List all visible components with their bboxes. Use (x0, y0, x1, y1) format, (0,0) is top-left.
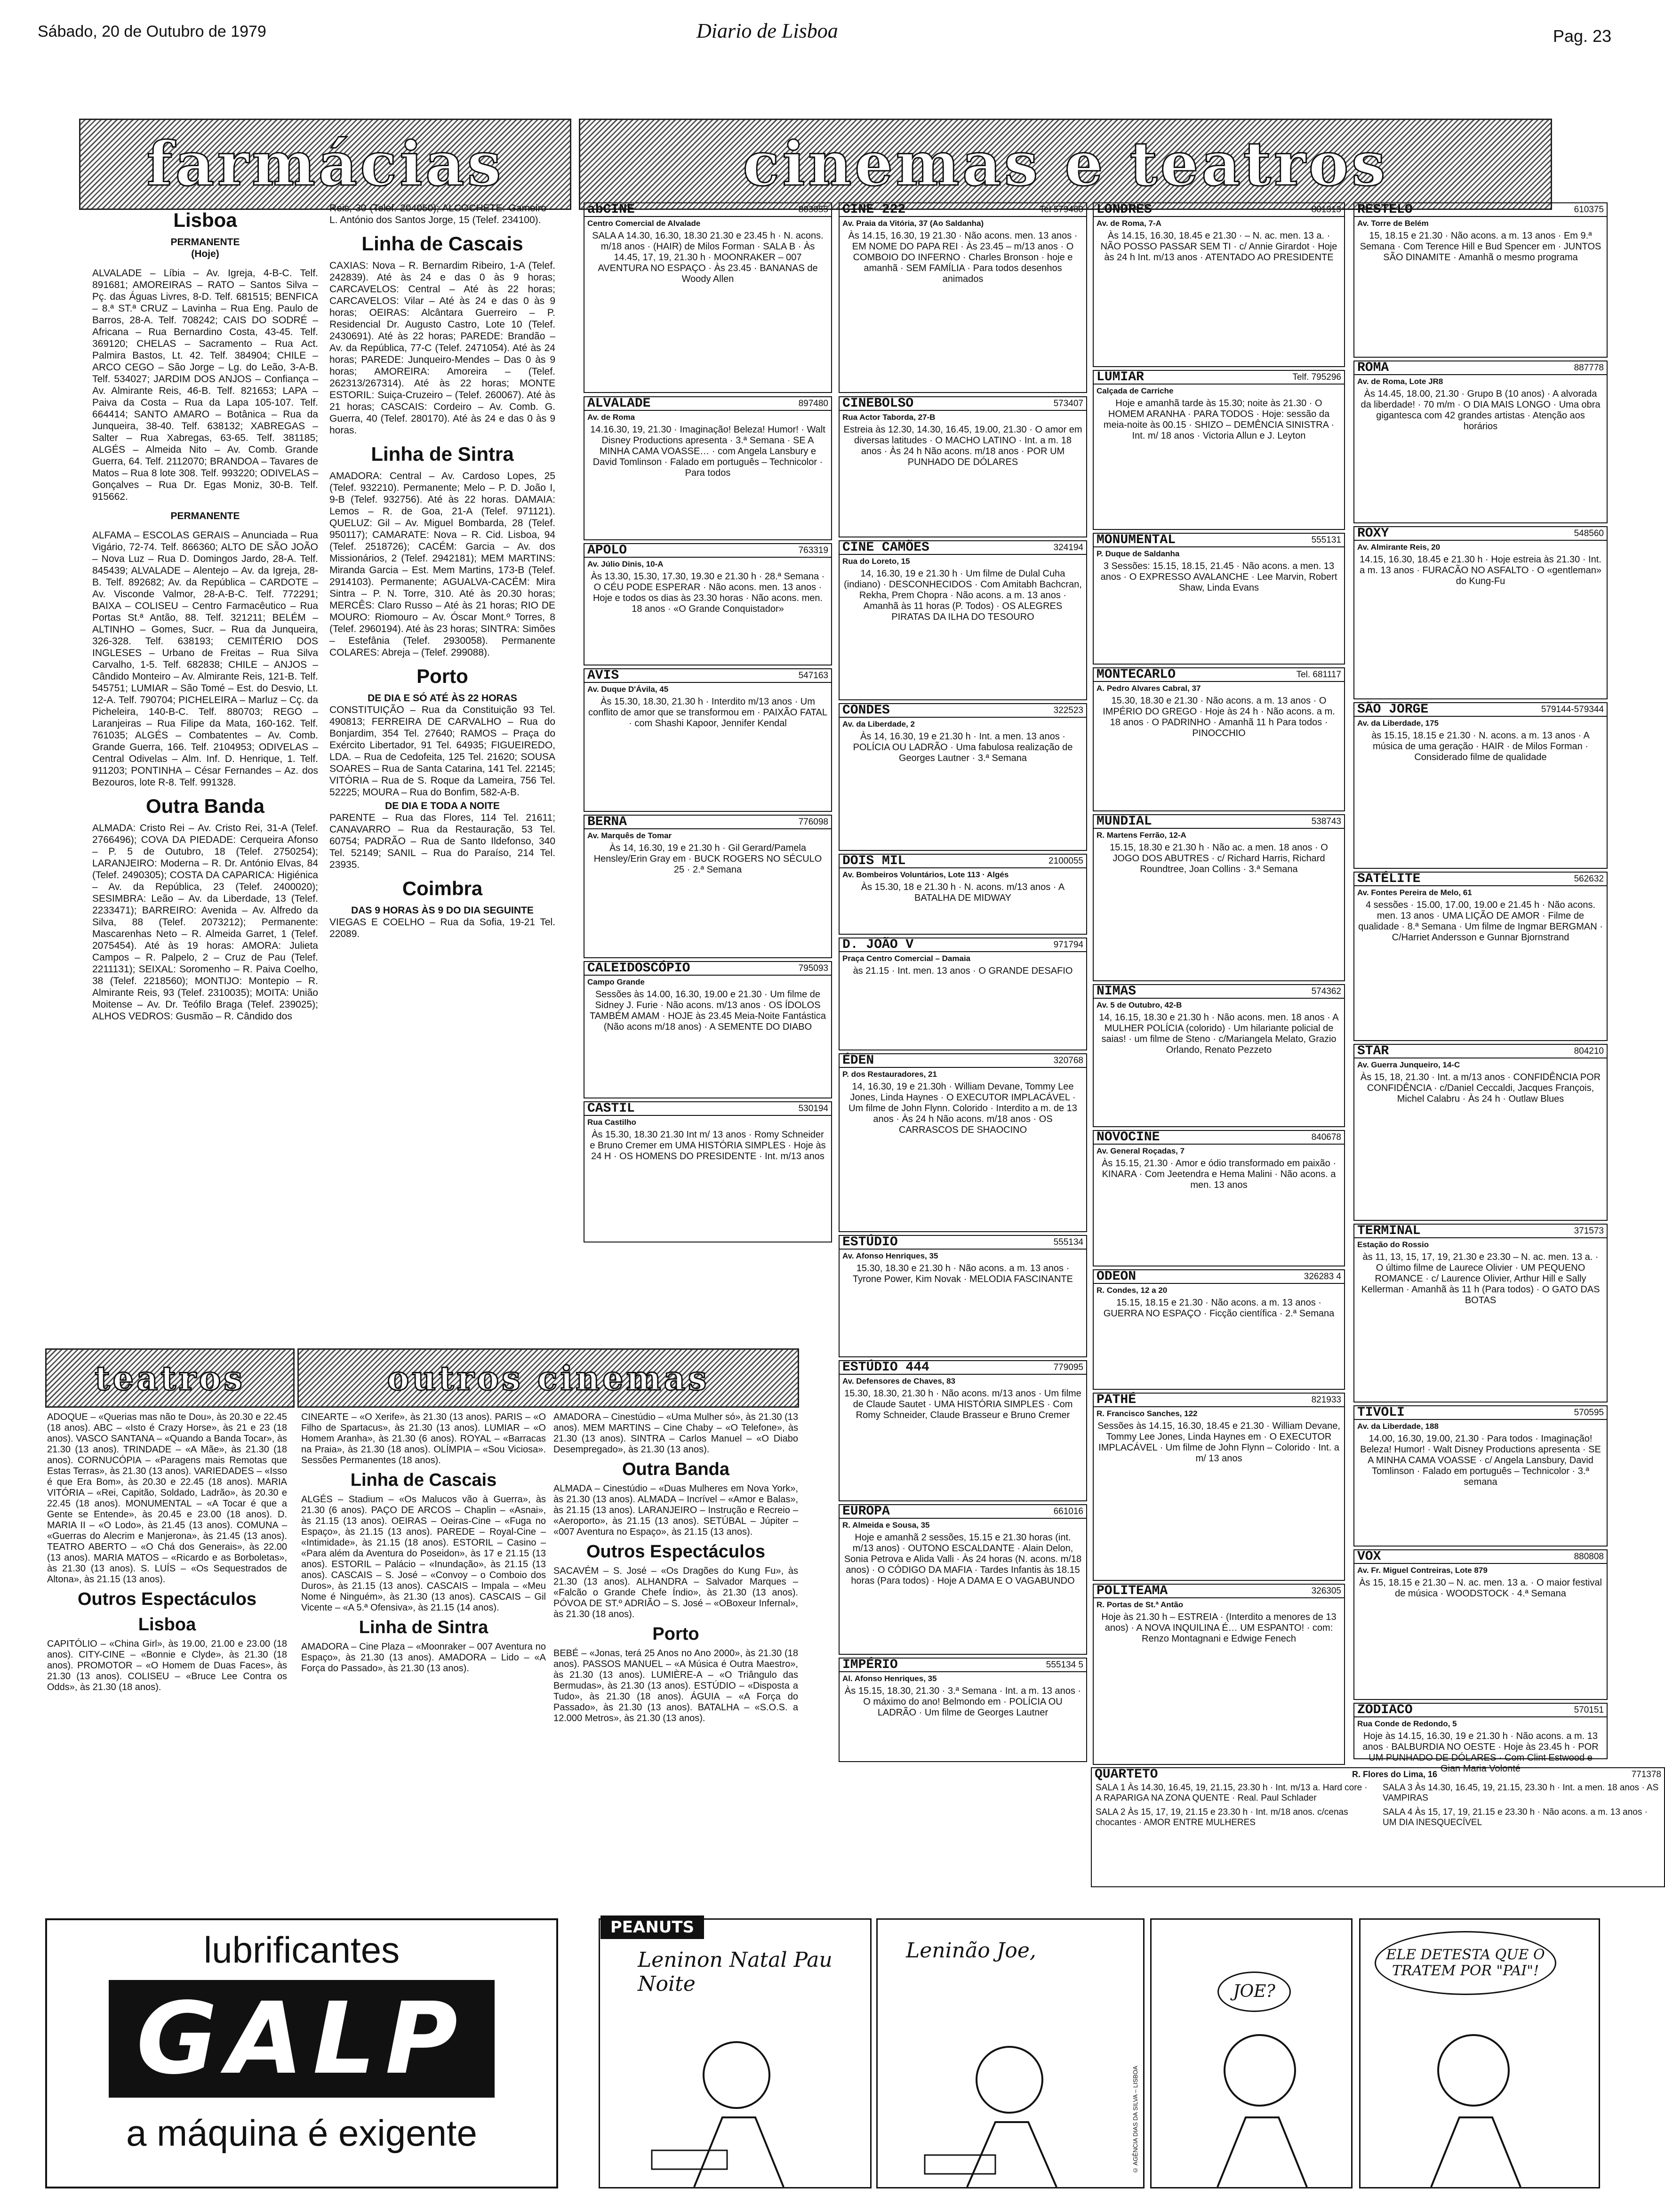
cinema-program: 14, 16.30, 19 e 21.30 h · Um filme de Dulal Cuha (indiano) · DESCONHECIDOS · Com Amitabh Bachcran, Rekha, Prem Chopra · Não acons. a m. 13 anos · Amanhã às 11 horas (P. Todos) · OS ALEGRES PIRATAS DA ILHA DO TESOURO (844, 569, 1082, 622)
cinema-program: 15.30, 18.30 e 21.30 · Não acons. a m. 13 anos · O IMPÉRIO DO GREGO · Hoje às 24 h · Não acons. a m. 18 anos · O PADRINHO · Amanhã 11 h Para todos · PINOCCHIO (1103, 696, 1335, 738)
cinema-name: EUROPA (842, 1504, 890, 1519)
cinema-program: Sessões às 14.15, 16.30, 18.45 e 21.30 · William Devane, Tommy Lee Jones, Linda Haynes em · O EXECUTOR IMPLACÁVEL · Um filme de John Flynn – Colorido · Int. a m/ 13 anos (1097, 1421, 1340, 1464)
cinema-name: CASTIL (587, 1101, 635, 1116)
cinema-box (1093, 1269, 1345, 1390)
cinema-address: Av. Bombeiros Voluntários, Lote 113 · Algés (842, 870, 1009, 879)
cinema-address: Av. Praia da Vitória, 37 (Ao Saldanha) (842, 219, 984, 228)
cinema-name: AVIS (587, 668, 619, 683)
cinema-address: Av. Duque D'Ávila, 45 (587, 685, 669, 694)
cinema-address: Av. Torre de Belém (1357, 219, 1429, 228)
cinema-box (839, 1360, 1087, 1501)
cinema-program: Às 14.15, 16.30, 18.45 e 21.30 · – N. ac. men. 13 a. · NÃO POSSO PASSAR SEM TI · c/ Annie Girardot · Hoje às 24 h Int. m/13 anos · ATENTADO AO PRESIDENTE (1100, 231, 1337, 263)
cinema-program: 3 Sessões: 15.15, 18.15, 21.45 · Não acons. a men. 13 anos · O EXPRESSO AVALANCHE · Lee Marvin, Robert Shaw, Linda Evans (1100, 561, 1337, 593)
cinema-name: STAR (1357, 1044, 1389, 1058)
cinema-name: PATHÉ (1097, 1393, 1137, 1407)
cinema-phone: Tel. 681117 (1296, 670, 1341, 680)
cinema-name: LUMIAR (1097, 370, 1144, 385)
cinema-address: Av. General Roçadas, 7 (1097, 1146, 1185, 1155)
cinema-program: Hoje e amanhã 2 sessões, 15.15 e 21.30 horas (int. m/13 anos) · OUTONO ESCALDANTE · Alain Delon, Sonia Petrova e Alida Valli · Às 24 horas (N. acons. m/18 anos) · O CÓDIGO DA MAFIA · Tardes Infantis às 18.15 horas (Para todos) · Hoje A DAMA E O VAGABUNDO (844, 1532, 1082, 1586)
cinema-address: R. Francisco Sanches, 122 (1097, 1409, 1198, 1418)
cinema-address: Av. Marquês de Tomar (587, 831, 672, 840)
comic-credit: © AGÊNCIA DIAS DA SILVA – LISBOA (1132, 2066, 1139, 2174)
cinema-address: Rua do Loreto, 15 (842, 557, 910, 566)
cinema-box (839, 1658, 1087, 1762)
cinema-phone: 530194 (798, 1104, 828, 1114)
cinema-name: CINE CAMÕES (842, 540, 929, 555)
cinema-address: A. Pedro Alvares Cabral, 37 (1097, 684, 1201, 693)
cinema-box-quarteto: QUARTETO R. Flores do Lima, 16 771378 SALA 1 Às 14.30, 16.45, 19, 21.15, 23.30 h · Int. m/13 a. Hard core · A RAPARIGA NA ZONA QUENTE · Real. Paul Schlader SALA 2 Às 15, 17, 19, 21.15 e 23.30 h · Int. m/18 anos. c/cenas chocantes · AMOR ENTRE MULHERES SALA 3 Às 14.30, 16.45, 19, 21.15, 23.30 h · Int. a men. 18 anos · AS VAMPIRAS SALA 4 Às 15, 17, 19, 21.15 e 23.30 h · Não acons. a m. 13 anos · UM DIA INESQUECÍVEL (1091, 1767, 1665, 1887)
comic-drawing-4-icon (1361, 1920, 1599, 2187)
cinema-program: 15, 18.15 e 21.30 · Não acons. a m. 13 anos · Em 9.ª Semana · Com Terence Hill e Bud Spencer em · JUNTOS SÃO DINAMITE · Amanhã o mesmo programa (1360, 231, 1601, 263)
cinema-address: R. Almeida e Sousa, 35 (842, 1521, 930, 1530)
cinema-name: NIMAS (1097, 984, 1137, 999)
cinema-program: 14, 16.30, 19 e 21.30h · William Devane, Tommy Lee Jones, Linda Haynes · O EXECUTOR IMPLACÁVEL · Um filme de John Flynn. Colorido · Interdito a m. de 13 anos · Às 24 h Não acons. m/18 anos · OS CARRASCOS DE SHAOCINO (849, 1082, 1077, 1135)
cinema-name: CONDES (842, 703, 890, 718)
cinema-name: BERNA (587, 815, 627, 829)
cinema-phone: 324194 (1053, 543, 1083, 553)
cinema-phone: 555134 (1053, 1237, 1083, 1247)
cinema-name: TIVOLI (1357, 1405, 1405, 1420)
cinema-address: Av. Fontes Pereira de Melo, 61 (1357, 888, 1472, 897)
cinema-program: às 11, 13, 15, 17, 19, 21.30 e 23.30 – N. ac. men. 13 a. · O último filme de Laurece Olivier · UM PEQUENO ROMANCE · c/ Laurence Olivier, Arthur Hill e Sally Kellerman · Amanhã às 11 h (Para todos) · O GATO DAS BOTAS (1361, 1252, 1600, 1306)
cinema-program: Hoje às 21.30 h – ESTREIA · (Interdito a menores de 13 anos) · A NOVA INQUILINA É… UM ESPANTO! · com: Renzo Montagnani e Edwige Fenech (1101, 1612, 1337, 1644)
cinema-name: ÉDEN (842, 1053, 874, 1068)
cinema-phone: 840678 (1311, 1132, 1341, 1142)
cinema-address: Estação do Rossio (1357, 1240, 1429, 1249)
cinema-box (1353, 1044, 1608, 1221)
cinema-address: Campo Grande (587, 978, 645, 986)
cinema-name: TERMINAL (1357, 1224, 1421, 1238)
cinema-program: às 15.15, 18.15 e 21.30 · N. acons. a m. 13 anos · A música de uma geração · HAIR · de Milos Forman · Considerado filme de qualidade (1371, 730, 1590, 762)
cinema-name: SÃO JORGE (1357, 702, 1429, 717)
cinema-name: D. JOÃO V (842, 938, 914, 952)
page-number: Pag. 23 (1553, 26, 1612, 46)
cinema-phone: 763319 (798, 545, 828, 555)
cinema-phone: 2100055 (1049, 856, 1083, 866)
cinema-address: Av. Defensores de Chaves, 83 (842, 1377, 956, 1386)
cinema-phone: 821933 (1311, 1395, 1341, 1405)
cinema-program: 15.15, 18.15 e 21.30 · Não acons. a m. 13 anos · GUERRA NO ESPAÇO · Ficção científica · 2.ª Semana (1103, 1298, 1335, 1319)
cinema-name: MONTECARLO (1097, 667, 1176, 682)
cinema-program: Às 15, 18.15 e 21.30 – N. ac. men. 13 a. · O maior festival de música · WOODSTOCK · 4.ª Semana (1359, 1578, 1602, 1599)
cinema-program: Às 14, 16.30, 19 e 21.30 h · Int. a men. 13 anos · POLÍCIA OU LADRÃO · Uma fabulosa realização de Georges Lautner · 3.ª Semana (853, 731, 1073, 763)
section-heading: Lisboa (173, 209, 237, 231)
cinema-program: Às 14.45, 18.00, 21.30 · Grupo B (10 anos) · A alvorada da liberdade! · 70 m/m · O DIA MAIS LONGO · Uma obra gigantesca com 42 grandes artistas · Atenção aos horários (1361, 389, 1601, 432)
cinema-box (1353, 526, 1608, 699)
cinema-name: abCINE (587, 202, 635, 217)
cinema-address: P. Duque de Saldanha (1097, 549, 1180, 558)
section-banner-teatros: teatros (45, 1348, 295, 1408)
cinema-name: POLITEAMA (1097, 1584, 1168, 1598)
cinema-box (1093, 370, 1345, 530)
cinema-phone: 322523 (1053, 705, 1083, 715)
cinema-program: SALA A 14.30, 16.30, 18.30 21.30 e 23.45 h · N. acons. m/18 anos · (HAIR) de Milos Forman · SALA B · Às 14.45, 17, 19, 21.30 h · MOONRAKER – 007 AVENTURA NO ESPAÇO · Às 23.45 · BANANAS de Woody Allen (592, 231, 824, 284)
cinema-box (1353, 1224, 1608, 1403)
cinema-name: SATÉLITE (1357, 872, 1421, 886)
cinema-address: Av. da Liberdade, 2 (842, 720, 915, 729)
cinema-phone: 804210 (1574, 1046, 1604, 1056)
cinema-address: Rua Conde de Redondo, 5 (1357, 1719, 1457, 1728)
cinema-program: 15.30, 18.30, 21.30 h · Não acons. m/13 anos · Um filme de Claude Sautet · UMA HISTÓRIA SIMPLES · Com Romy Schneider, Claude Brasseur e Bruno Cremer (844, 1388, 1081, 1420)
cinema-address: Av. Almirante Reis, 20 (1357, 543, 1441, 552)
cinema-box (1093, 533, 1345, 665)
cinema-address: Calçada de Carriche (1097, 386, 1174, 395)
cinema-address: R. Condes, 12 a 20 (1097, 1286, 1168, 1295)
speech-bubble: ELE DETESTA QUE O TRATEM POR "PAI"! (1375, 1931, 1556, 1995)
cinema-phone: 801313 (1311, 205, 1341, 215)
cinema-name: MONUMENTAL (1097, 533, 1176, 547)
cinema-address: R. Portas de St.ª Antão (1097, 1600, 1184, 1609)
theatres-list: ADOQUE – «Querias mas não te Dou», às 20.30 e 22.45 (18 anos). ABC – «Isto é Crazy Horse», às 21 e 23 (18 anos). VASCO SANTANA – «Quando a Banda Tocar», às 21.30 (13 anos). TRINDADE – «A Mãe», às 21.30 (18 anos). CORNUCÓPIA – «Paragens mais Remotas que Estas Terras», às 21.30 (13 anos). VARIEDADES – «Isso é que Era Bom», às 20.30 e 22.45 (18 anos). MARIA VITÓRIA – «Rei, Capitão, Soldado, Ladrão», às 20.30 e 22.45 (18 anos). MONUMENTAL – «A Tocar é que a Gente se Entende», às 20.45 e 23.00 (18 anos). D. MARIA II – «O Lodo», às 21.45 (13 anos). COMUNA – «Guerras do Alecrim e Manjerona», às 21.45 (13 anos). TEATRO ABERTO – «O Chá dos Generais», às 22.00 (13 anos). MARIA MATOS – «Ricardo e as Borboletas», às 21.30 (13 anos). S. LUÍS – «Os Sequestrados de Altona», às 21.15 (13 anos). Outros Espectáculos Lisboa CAPITÓLIO – «China Girl», às 19.00, 21.00 e 23.00 (18 anos). CITY-CINE – «Bonnie e Clyde», às 21.30 (18 anos). PROMOTOR – «O Homem de Duas Faces», às 21.30 (13 anos). COLISEU – «Bruce Lee Contra os Odds», às 21.30 (18 anos). (47, 1412, 287, 1692)
cinema-name: ROXY (1357, 526, 1389, 541)
cinema-box (1093, 814, 1345, 981)
cinema-name: ALVALADE (587, 396, 651, 411)
cinema-address: Praça Centro Comercial – Damaia (842, 954, 971, 963)
comic-panel-3 (1150, 1918, 1353, 2188)
issue-date: Sábado, 20 de Outubro de 1979 (38, 23, 266, 40)
cinema-box (839, 938, 1087, 1050)
cinema-box (839, 854, 1087, 935)
section-banner-cinemas: cinemas e teatros (579, 119, 1552, 210)
cinema-box (839, 396, 1087, 537)
cinema-name: APOLO (587, 543, 627, 558)
cinema-box (584, 668, 832, 812)
cinema-box (1093, 1130, 1345, 1266)
cinema-program: Às 15.30, 18.30 21.30 Int m/ 13 anos · Romy Schneider e Bruno Cremer em UMA HISTÓRIA SIMPLES · Hoje às 24 H · OS HOMENS DO PRESIDENTE · Int. m/13 anos (590, 1130, 826, 1162)
cinema-address: Av. da Liberdade, 188 (1357, 1422, 1439, 1431)
cinema-program: Hoje às 14.15, 16.30, 19 e 21.30 h · Não acons. a m. 13 anos · BALBURDIA NO OESTE · Hoje às 23.45 h · POR UM PUNHADO DE DÓLARES · Com Clint Estwood e Gian Maria Volonté (1362, 1731, 1599, 1774)
cinema-program: 15.30, 18.30 e 21.30 h · Não acons. a m. 13 anos · Tyrone Power, Kim Novak · MELODIA FASCINANTE (853, 1263, 1073, 1284)
other-cinemas-1: CINEARTE – «O Xerife», às 21.30 (13 anos). PARIS – «O Filho de Spartacus», às 21.30 (13 anos). LUMIAR – «O Homem Aranha», às 21.30 (6 anos). ROYAL – «Barracas na Praia», às 21.30 (18 anos). OLÍMPIA – «Sou Viciosa». Sessões Permanentes (18 anos). Linha de Cascais ALGÉS – Stadium – «Os Malucos vão à Guerra», às 21.30 (6 anos). PAÇO DE ARCOS – Chaplin – «Asnai», às 21.15 (13 anos). OEIRAS – Oeiras-Cine – «Fuga no Espaço», às 21.15 (13 anos). PAREDE – Royal-Cine – «Intimidade», às 21.15 (18 anos). ESTORIL – Casino – «Para além da Aventura do Poseidon», às 17 e 21.15 (13 anos). ESTORIL – Palácio – «Inundação», às 21.15 (13 anos). CASCAIS – S. José – «Convoy – o Comboio dos Duros», às 21.15 (13 anos). CASCAIS – Impala – «Meu Nome é Ninguém», às 21.30 (13 anos). CASCAIS – Gil Vicente – «A 5.ª Ofensiva», às 21.15 (14 anos). Linha de Sintra AMADORA – Cine Plaza – «Moonraker – 007 Aventura no Espaço», às 21.30 (13 anos). AMADORA – Lido – «A Força do Passado», às 21.30 (13 anos). (301, 1412, 546, 1674)
cinema-box (1353, 872, 1608, 1041)
cinema-name: LONDRES (1097, 202, 1152, 217)
cinema-address: Rua Castilho (587, 1118, 636, 1127)
cinema-address: Rua Actor Taborda, 27-B (842, 413, 936, 422)
cinema-name: ESTÚDIO (842, 1235, 898, 1250)
section-banner-farmacias: farmácias (79, 119, 571, 210)
cinema-phone: 548560 (1574, 529, 1604, 538)
cinema-phone: Telf. 795296 (1292, 372, 1341, 382)
cinema-name: ZODIACO (1357, 1703, 1413, 1717)
cinema-phone: 779095 (1053, 1362, 1083, 1372)
cinema-address: Av. Júlio Dinis, 10-A (587, 560, 664, 569)
cinema-name: CALEIDOSCÓPIO (587, 961, 690, 976)
cinema-name: CINEBOLSO (842, 396, 914, 411)
cinema-box (839, 1504, 1087, 1655)
cinema-name: VOX (1357, 1549, 1381, 1564)
cinema-box (1353, 1405, 1608, 1547)
comic-panel-4 (1359, 1918, 1600, 2188)
cinema-phone: 371573 (1574, 1226, 1604, 1236)
comic-panel-1: Leninon Natal Pau Noite (599, 1918, 872, 2188)
cinema-phone: 610375 (1574, 205, 1604, 215)
cinema-program: 14.16.30, 19, 21.30 · Imaginação! Beleza! Humor! · Walt Disney Productions apresenta · 3.ª Semana · SE A MINHA CAMA VOASSE… · com Angela Lansbury e David Tomlinson · Falado em português – Technicolor · Para todos (590, 425, 825, 478)
cinema-phone: 547163 (798, 671, 828, 681)
cinema-phone: 555131 (1311, 535, 1341, 545)
cinema-box (584, 396, 832, 540)
cinema-program: Às 15.30, 18.30, 21.30 h · Interdito m/13 anos · Um conflito de amor que se transformou em · PAIXÃO FATAL · com Shashi Kapoor, Jennifer Kendal (588, 697, 827, 729)
cinema-address: P. dos Restauradores, 21 (842, 1070, 937, 1079)
other-cinemas-2: AMADORA – Cinestúdio – «Uma Mulher só», às 21.30 (13 anos). MEM MARTINS – Cine Chaby – «O Telefone», às 21.30 (13 anos). SINTRA – Carlos Manuel – «O Diabo Desempregado», às 21.30 (13 anos). Outra Banda ALMADA – Cinestúdio – «Duas Mulheres em Nova York», às 21.30 (13 anos). ALMADA – Incrível – «Amor e Balas», às 21.15 (13 anos). LARANJEIRO – Instrução e Recreio – «Aeroporto», às 21.15 (13 anos). SETÚBAL – Júpiter – «007 Aventura no Espaço», às 21.15 (13 anos). Outros Espectáculos SACAVÉM – S. José – «Os Dragões do Kung Fu», às 21.30 (13 anos). ALHANDRA – Salvador Marques – «Falcão o Grande Chefe Índio», às 21.30 (13 anos). PÓVOA DE ST.º ADRIÃO – S. José – «OBoxeur Infernal», às 21.30 (18 anos). Porto BEBÉ – «Jonas, terá 25 Anos no Ano 2000», às 21.30 (18 anos). PASSOS MANUEL – «A Música é Outra Maestro», às 21.30 (13 anos). LUMIÈRE-A – «O Triângulo das Bermudas», às 21.30 (13 anos). ESTÚDIO – «Disposta a Tudo», às 21.30 (18 anos). ÁGUIA – «A Força do Passado», às 21.30 (13 anos). BATALHA – «S.O.S. a 12.000 Metros», às 21.30 (13 anos). (553, 1412, 798, 1723)
cinema-phone: 661016 (1053, 1507, 1083, 1516)
cinema-program: Às 15, 18, 21.30 · Int. a m/13 anos · CONFIDÊNCIA POR CONFIDÊNCIA · c/Daniel Ceccaldi, Jacques François, Michel Calabru · Às 24 h · Outlaw Blues (1360, 1072, 1601, 1104)
cinema-program: 15.15, 18.30 e 21.30 h · Não ac. a men. 18 anos · O JOGO DOS ABUTRES · c/ Richard Harris, Richard Roundtree, Joan Collins · 3.ª Semana (1110, 842, 1328, 874)
masthead: Diario de Lisboa (696, 19, 838, 42)
cinema-box (1093, 202, 1345, 367)
cinema-program: às 21.15 · Int. men. 13 anos · O GRANDE DESAFIO (853, 966, 1073, 976)
cinema-program: Sessões às 14.00, 16.30, 19.00 e 21.30 · Um filme de Sidney J. Furie · Não acons. m/13 anos · OS ÍDOLOS TAMBÉM AMAM · HOJE às 23.45 Meia-Noite Fantástica (Não acons m/18 anos) · A SEMENTE DO DIABO (589, 989, 826, 1032)
comic-panel-2: Leninão Joe, © AGÊNCIA DIAS DA SILVA – LISBOA (876, 1918, 1145, 2188)
cinema-box (1353, 702, 1608, 869)
cinema-box (1353, 202, 1608, 358)
cinema-box (584, 961, 832, 1098)
cinema-program: Hoje e amanhã tarde às 15.30; noite às 21.30 · O HOMEM ARANHA · PARA TODOS · Hoje: sessão da meia-noite às 00.15 · SHIZO – DEMÊNCIA SINISTRA · Int. m/ 18 anos · Victoria Allun e J. Leyton (1103, 398, 1335, 441)
cinema-phone: 573407 (1053, 399, 1083, 409)
cinema-program: Às 15.15, 18.30, 21.30 · 3.ª Semana · Int. a m. 13 anos · O máximo do ano! Belmondo em · POLÍCIA OU LADRÃO · Um filme de Georges Lautner (844, 1686, 1081, 1718)
cinema-phone: 562632 (1574, 874, 1604, 884)
cinema-name: CINE 222 (842, 202, 906, 217)
cinema-name: RESTELO (1357, 202, 1413, 217)
cinema-box (1353, 1703, 1608, 1774)
cinema-phone: 326305 (1311, 1586, 1341, 1596)
cinema-program: Estreia às 12.30, 14.30, 16.45, 19.00, 21.30 · O amor em diversas latitudes · O MACHO LATINO · Int. a m. 18 anos · Às 24 h Não acons. m/18 anos · POR UM PUNHADO DE DÓLARES (843, 425, 1082, 467)
cinema-program: Às 14, 16.30, 19 e 21.30 h · Gil Gerard/Pamela Hensley/Erin Gray em · BUCK ROGERS NO SÉCULO 25 · 2.ª Semana (593, 843, 822, 875)
cinema-program: 14.00, 16.30, 19.00, 21.30 · Para todos · Imaginação! Beleza! Humor! · Walt Disney Productions apresenta · SE A MINHA CAMA VOASSE · c/ Angela Lansbury, David Tomlinson · Falado em português – Technicolor · 3.ª semana (1360, 1434, 1601, 1487)
cinema-phone: 880808 (1574, 1552, 1604, 1562)
cinema-name: NOVOCINE (1097, 1130, 1160, 1145)
cinema-program: 14, 16.15, 18.30 e 21.30 h · Não acons. men. 18 anos · A MULHER POLÍCIA (colorido) · Um hilariante policial de saias! · um filme de Steno · c/Mariangela Melato, Grazio Orlando, Renato Pezzeto (1099, 1012, 1339, 1055)
cinema-box (1093, 984, 1345, 1127)
cinema-address: Av. 5 de Outubro, 42-B (1097, 1001, 1182, 1010)
comic-title: PEANUTS (600, 1915, 704, 1939)
cinema-box (1353, 1549, 1608, 1700)
cinema-phone: 897480 (798, 399, 828, 409)
speech-bubble: JOE? (1217, 1972, 1291, 2012)
cinema-phone: 776098 (798, 817, 828, 827)
cinema-box (584, 543, 832, 665)
cinema-box (584, 815, 832, 958)
cinema-name: DOIS MIL (842, 854, 906, 868)
cinema-phone: 574362 (1311, 986, 1341, 996)
cinema-program: Às 13.30, 15.30, 17.30, 19.30 e 21.30 h · 28.ª Semana · O CÉU PODE ESPERAR · Não acons. men. 13 anos · Hoje e todos os dias às 23.30 horas · Não acons. men. 18 anos · «O Grande Conquistador» (591, 571, 825, 614)
pharmacies-lisboa: Lisboa PERMANENTE (Hoje) ALVALADE – Líbia – Av. Igreja, 4-B-C. Telf. 891681; AMOREIRAS – RATO – Santos Silva – Pç. das Águas Livres, 8-D. Telf. 681515; BENFICA – 8.ª ST.ª CRUZ – Lavinha – Rua Eng. Paulo de Barros, 28-A. Telf. 708242; CAIS DO SODRÉ – Africana – Rua Bernardino Costa, 43-45. Telf. 369120; CHELAS – Sacramento – Rua Act. Palmira Bastos, Lt. 42. Telf. 384904; CHILE – ARCO CEGO – São Jorge – Lg. do Leão, 3-A-B. Telf. 534027; JARDIM DOS ANJOS – Confiança – Av. Almirante Reis, 46-B. Telf. 821653; LAPA – Paiva da Costa – Rua da Lapa 105-107. Telf. 664414; SANTO AMARO – Botânica – Rua da Junqueira, 38-40. Telf. 638132; XABREGAS – Salter – Rua Xabregas, 63-65. Telf. 381185; ALGÉS – Almeida Nito – Av. Comb. Grande Guerra, 64. Telf. 2112070; BRANDOA – Tavares de Matos – Rua 8 lote 308. Telf. 993220; ODIVELAS – Gonçalves – Rua Dr. Egas Moniz, 30-B. Telf. 915662. PERMANENTE ALFAMA – ESCOLAS GERAIS – Anunciada – Rua Vigário, 72-74. Telf. 866360; ALTO DE SÃO JOÃO – Nova Luz – Rua D. Domingos Jardo, 28-A. Telf. 845439; ALVALADE – Alentejo – Av. da Igreja, 28-B. Telf. 892682; Av. da República – CARDOTE – Av. Visconde Valmor, 28-A-B-C. Telf. 772291; BAIXA – COLISEU – Centro Farmacêutico – Rua Portas St.ª Antão, 88. Telf. 321211; BELÉM – ALTINHO – Gomes, Sucr. – Rua da Junqueira, 326-328. Telf. 638193; CEMITÉRIO DOS INGLESES – Urbano de Freitas – Rua Silva Carvalho, 1-5. Telf. 682838; CHILE – ANJOS – Cândido Monteiro – Av. Almirante Reis, 121-B. Telf. 545751; LUMIAR – São Tomé – Est. do Desvio, Lt. 12-A. Telf. 790704; PICHELEIRA – Marluz – Cç. da Picheleira, 140-B-C. Telf. 880703; REGO – Laranjeiras – Rua Filipe da Mata, 160-162. Telf. 761035; ALGÉS – Combatentes – Av. Comb. Grande Guerra, 166. Telf. 2104953; ODIVELAS – Central Odivelas – Alm. Inf. D. Henrique, 1. Telf. 911203; PONTINHA – César Fernandes – Az. dos Bezouros, lote R-8. Telf. 991328. Outra Banda ALMADA: Cristo Rei – Av. Cristo Rei, 31-A (Telef. 2766496); COVA DA PIEDADE: Cerqueira Afonso – P. 5 de Outubro, 18 (Telef. 2750254); LARANJEIRO: Moderna – R. Dr. António Elvas, 84 (Telef. 2490305); COSTA DA CAPARICA: Higiénica – Av. da República, 23 (Telef. 2400020); SESIMBRA: Leão – Av. da Liberdade, 13 (Telef. 2233471); BARREIRO: Avenida – Av. Alfredo da Silva, 88 (Telef. 2073212); Permanente: Mascarenhas Neto – R. Almeida Garret, 1 (Telef. 2075454). Até às 19 horas: AMORA: Julieta Campos – R. Palpelo, 2 – Cruz de Pau (Telef. 2211131); SEIXAL: Soromenho – R. Paiva Coelho, 38 (Telef. 2218560); MONTIJO: Montepio – R. Almirante Reis, 93 (Telef. 2310035); MOITA: União Moitense – Av. Dr. Teófilo Braga (Telef. 239025); ALHOS VEDROS: Gusmão – R. Cândido dos (92, 209, 318, 1022)
cinema-phone: 570151 (1574, 1705, 1604, 1715)
cinema-phone: 971794 (1053, 940, 1083, 950)
cinema-address: Al. Afonso Henriques, 35 (842, 1674, 937, 1683)
cinema-phone: 795093 (798, 963, 828, 973)
cinema-address: Av. de Roma, Lote JR8 (1357, 377, 1443, 386)
cinema-phone: 887778 (1574, 363, 1604, 373)
cinema-address: Av. de Roma (587, 413, 635, 422)
cinema-box (1093, 667, 1345, 811)
cinema-address: Av. Guerra Junqueiro, 14-C (1357, 1060, 1460, 1069)
cinema-program: 4 sessões · 15.00, 17.00, 19.00 e 21.45 h · Não acons. men. 13 anos · UMA LIÇÃO DE AMOR · Filme de qualidade · 8.ª Semana · Um filme de Ingmar BERGMAN · C/Harriet Andersson e Gunnar Bjornstrand (1358, 900, 1603, 943)
cinema-box (839, 540, 1087, 700)
cinema-phone: 579144-579344 (1541, 705, 1604, 714)
cinema-name: MUNDIAL (1097, 814, 1152, 829)
cinema-box (1093, 1584, 1345, 1765)
cinema-name: ROMA (1357, 361, 1389, 375)
galp-logo: GALP (109, 1980, 495, 2098)
cinema-program: Às 15.15, 21.30 · Amor e ódio transformado em paixão · KINARA · Com Jeetendra e Hema Malini · Não acons. a men. 13 anos (1101, 1158, 1337, 1190)
cinema-program: Às 14.15, 16.30, 19 21.30 · Não acons. men. 13 anos · EM NOME DO PAPA REI · Às 23.45 – m/13 anos · O COMBOIO DO INFERNO · Charles Bronson · hoje e amanhã · SEM FAMÍLIA · Para todos desenhos animados (848, 231, 1078, 284)
cinema-box (1353, 361, 1608, 523)
section-banner-outros: outros cinemas (297, 1348, 799, 1408)
cinema-box (584, 202, 832, 393)
cinema-box (839, 202, 1087, 393)
cinema-name: ODEON (1097, 1269, 1137, 1284)
cinema-box (839, 703, 1087, 851)
cinema-phone: Tel 579460 (1040, 205, 1083, 215)
cinema-address: Av. da Liberdade, 175 (1357, 719, 1439, 728)
cinema-phone: 555134 5 (1046, 1660, 1083, 1670)
cinema-box (839, 1235, 1087, 1357)
cinema-phone: 320768 (1053, 1056, 1083, 1066)
cinema-box (584, 1101, 832, 1242)
galp-advert: lubrificantes GALP a máquina é exigente (45, 1918, 558, 2188)
cinema-phone: 538743 (1311, 817, 1341, 826)
cinema-program: 14.15, 16.30, 18.45 e 21.30 h · Hoje estreia às 21.30 · Int. a m. 13 anos · FURACÃO NO ASFALTO · O «gentleman» do Kung-Fu (1360, 554, 1601, 586)
cinema-address: Av. Afonso Henriques, 35 (842, 1251, 938, 1260)
cinema-phone: 803055 (798, 205, 828, 215)
cinema-program: Às 15.30, 18 e 21.30 h · N. acons. m/13 anos · A BATALHA DE MIDWAY (861, 882, 1065, 903)
cinema-box (839, 1053, 1087, 1232)
cinema-phone: 570595 (1574, 1408, 1604, 1418)
cinema-phone: 326283 4 (1304, 1272, 1341, 1282)
cinema-address: Centro Comercial de Alvalade (587, 219, 701, 228)
cinema-address: Av. de Roma, 7-A (1097, 219, 1161, 228)
cinema-box (1093, 1393, 1345, 1581)
cinema-address: Av. Fr. Miguel Contreiras, Lote 879 (1357, 1566, 1488, 1575)
cinema-name: ESTÚDIO 444 (842, 1360, 929, 1375)
comic-drawing-1-icon (600, 1920, 870, 2187)
comic-drawing-2-icon (878, 1920, 1143, 2187)
comic-drawing-3-icon (1152, 1920, 1351, 2187)
cinema-address: R. Martens Ferrão, 12-A (1097, 831, 1186, 840)
pharmacies-other: Reis, 30 (Telef. 204050); ALCOCHETE: Gameiro – L. António dos Santos Jorge, 15 (Telef. 234100). Linha de Cascais CAXIAS: Nova – R. Bernardim Ribeiro, 1-A (Telef. 242839). Até às 24 e das 0 às 9 horas; CARCAVELOS: Central – Até às 22 horas; CARCAVELOS: Vilar – Até às 24 e das 0 às 9 horas; OEIRAS: Alcântara Guerreiro – P. Residencial Dr. Augusto Castro, Lote 10 (Telef. 2430691). Até às 22 horas; PAREDE: Brandão – Av. da República, 77-C (Telef. 2471054). Até às 24 horas; PAREDE: Junqueiro-Mendes – Das 0 às 9 horas; AMOREIRA: Amoreira – (Telef. 262313/267314). Até às 22 horas; MONTE ESTORIL: Suiça-Cruzeiro – (Telef. 260067). Até às 21 horas; CASCAIS: Cordeiro – Av. Comb. G. Guerra, 40 (Telef. 280170). Até às 24 e das 0 às 9 horas. Linha de Sintra AMADORA: Central – Av. Cardoso Lopes, 25 (Telef. 932210). Permanente; Melo – P. D. João I, 9-B (Telef. 932756). Até às 22 horas. DAMAIA: Lemos – R. de Goa, 21-A (Telef. 971121). QUELUZ: Gil – Av. Miguel Bombarda, 28 (Telef. 950117); CAMARATE: Nova – R. Cid. Lisboa, 94 (Telef. 2518726); CACÉM: Garcia – Av. dos Missionários, 2 (Telef. 2942181); MEM MARTINS: Miranda Garcia – Est. Mem Martins, 173-B (Telef. 2914103). Permanente; AGUALVA-CACÉM: Mira Sintra – P. N. Torre, 310. Até às 20.30 horas; MERCÊS: Claro Russo – Até às 21 horas; RIO DE MOURO: Riomouro – Av. Óscar Mont.º Torres, 8 (Telef. 2960194). Até às 23 horas; SINTRA: Simões – Estefânia (Telef. 2930058). Permanente COLARES: Abreja – (Telef. 299088). Porto DE DIA E SÓ ATÉ ÀS 22 HORAS CONSTITUIÇÃO – Rua da Constituição 93 Tel. 490813; FERREIRA DE CARVALHO – Rua do Bonjardim, 354 Tel. 27640; RAMOS – Praça do Exército Libertador, 91 Tel. 64935; FIGUEIREDO, LDA. – Rua de Cedofeita, 125 Tel. 21620; SOUSA SOARES – Rua de Santa Catarina, 141 Tel. 22145; VITÓRIA – Rua de S. Roque da Lameira, 756 Tel. 52225; MOURA – Rua do Bonfim, 582-A-B. DE DIA E TODA A NOITE PARENTE – Rua das Flores, 114 Tel. 21611; CANAVARRO – Rua da Restauração, 53 Tel. 60754; PADRÃO – Rua de Santo Ildefonso, 340 Tel. 52149; SANIL – Rua do Paraíso, 214 Tel. 23935. Coimbra DAS 9 HORAS ÀS 9 DO DIA SEGUINTE VIEGAS E COELHO – Rua da Sofia, 19-21 Tel. 22089. (329, 203, 555, 939)
cinema-name: IMPÉRIO (842, 1658, 898, 1672)
